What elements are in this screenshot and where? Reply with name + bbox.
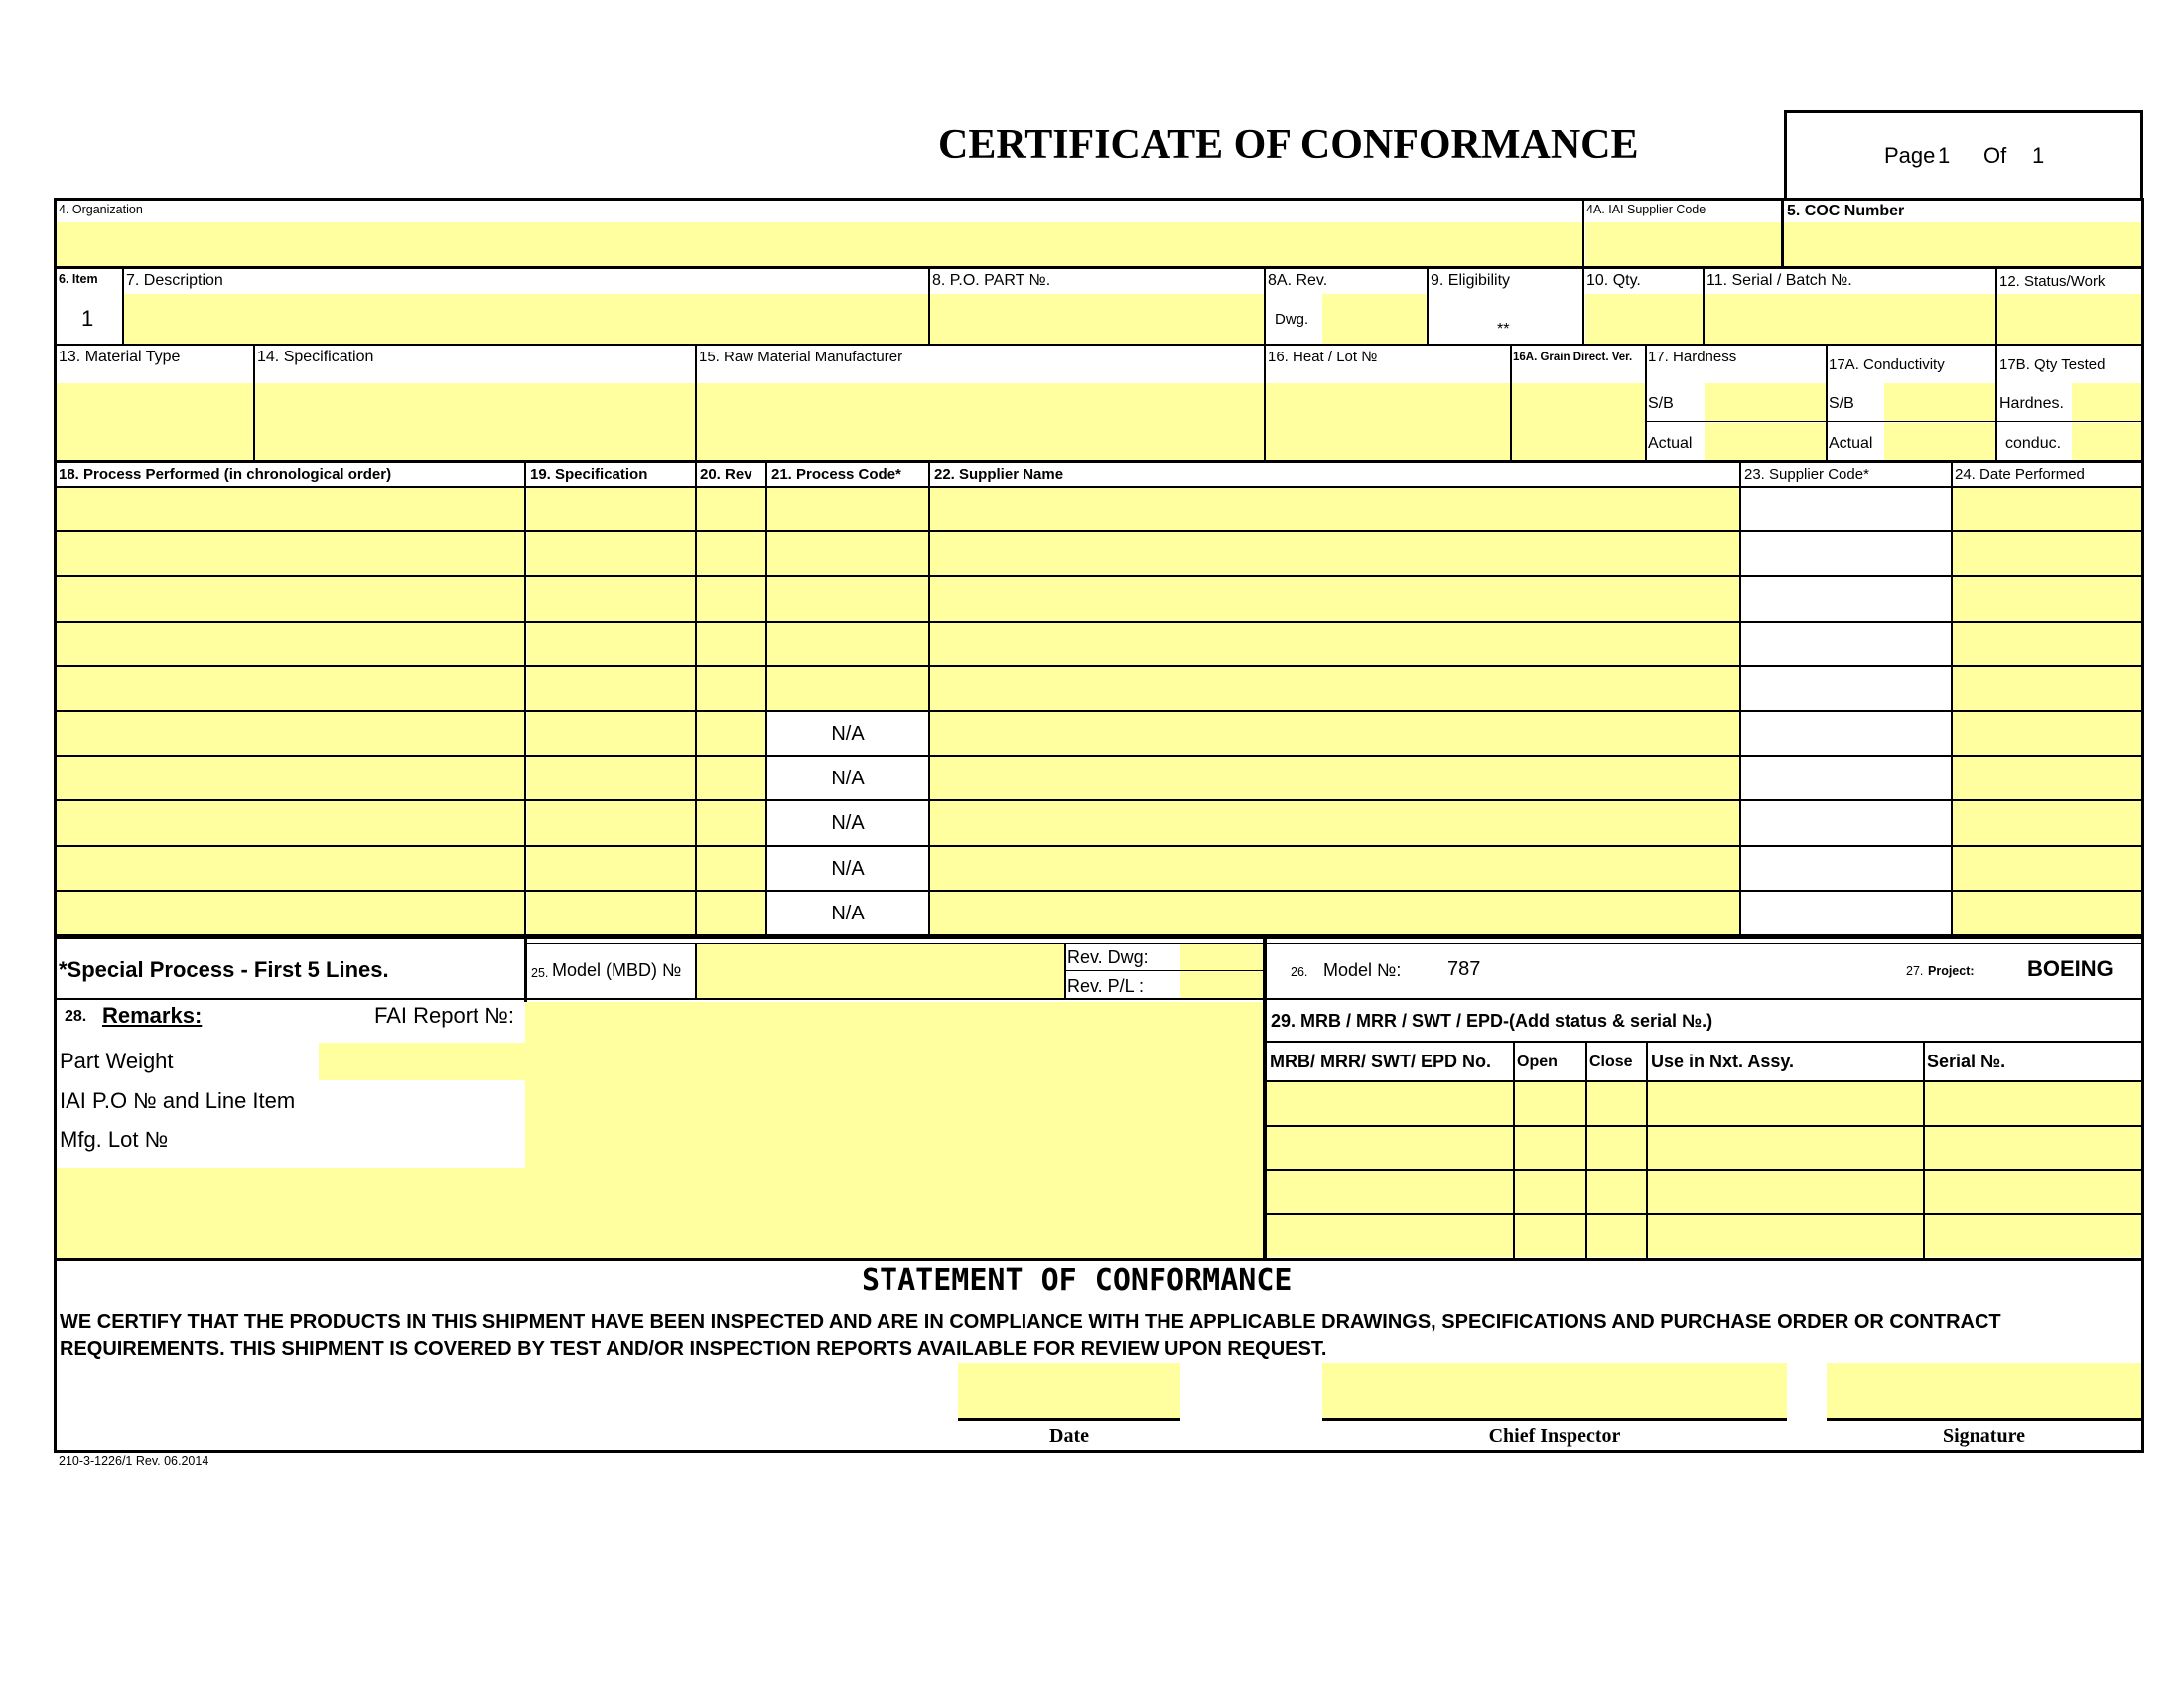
specification-label: 14. Specification	[257, 349, 374, 365]
supplier-name-cell[interactable]	[930, 623, 1739, 665]
process-code-cell[interactable]	[767, 712, 928, 755]
process-rev-header: 20. Rev	[700, 466, 752, 483]
process-cell[interactable]	[57, 712, 524, 755]
supplier-code-cell[interactable]	[1741, 577, 1951, 621]
status-work-field[interactable]	[1997, 294, 2141, 344]
hardness-actual-label: Actual	[1648, 435, 1693, 452]
hardness-sb-field[interactable]	[1705, 383, 1826, 421]
project-label: Project:	[1928, 964, 1975, 978]
date-cell[interactable]	[1953, 488, 2141, 530]
spec-cell[interactable]	[527, 623, 695, 665]
item-label: 6. Item	[59, 272, 98, 286]
supplier-code-cell[interactable]	[1741, 757, 1951, 799]
conductivity-actual-label: Actual	[1829, 435, 1873, 452]
date-cell[interactable]	[1953, 757, 2141, 799]
supplier-code-cell[interactable]	[1741, 623, 1951, 665]
mrb-row[interactable]	[1267, 1082, 2141, 1125]
supplier-name-cell[interactable]	[930, 847, 1739, 890]
rev-cell[interactable]	[697, 847, 765, 890]
specification-field[interactable]	[255, 383, 695, 460]
chief-inspector-label: Chief Inspector	[1488, 1425, 1621, 1447]
status-work-label: 12. Status/Work	[1999, 273, 2106, 290]
page-number: 1	[1938, 143, 1951, 168]
eligibility-label: 9. Eligibility	[1431, 272, 1511, 289]
process-cell[interactable]	[57, 577, 524, 621]
heat-lot-label: 16. Heat / Lot №	[1268, 349, 1378, 365]
mrb-row[interactable]	[1267, 1127, 2141, 1169]
coc-number-label: 5. COC Number	[1787, 203, 1905, 219]
grain-field[interactable]	[1512, 383, 1645, 460]
supplier-name-cell[interactable]	[930, 892, 1739, 934]
conductivity-actual-field[interactable]	[1884, 423, 1995, 460]
serial-batch-label: 11. Serial / Batch №.	[1706, 272, 1852, 289]
chief-inspector-field[interactable]	[1322, 1363, 1787, 1418]
supplier-name-cell[interactable]	[930, 488, 1739, 530]
date-label: Date	[1049, 1425, 1089, 1447]
supplier-name-cell[interactable]	[930, 532, 1739, 575]
eligibility-value: **	[1497, 321, 1510, 338]
spec-cell[interactable]	[527, 847, 695, 890]
process-code-cell[interactable]	[767, 532, 928, 575]
heat-lot-field[interactable]	[1266, 383, 1510, 460]
process-code-cell[interactable]	[767, 667, 928, 710]
remarks-num: 28.	[65, 1008, 87, 1025]
mrb-title: 29. MRB / MRR / SWT / EPD-(Add status & serial №.)	[1271, 1011, 1713, 1031]
serial-batch-field[interactable]	[1705, 294, 1995, 344]
process-cell[interactable]	[57, 801, 524, 845]
supplier-name-cell[interactable]	[930, 801, 1739, 845]
rev-dwg-label: Rev. Dwg:	[1067, 947, 1149, 967]
supplier-code-cell[interactable]	[1741, 712, 1951, 755]
rev-cell[interactable]	[697, 532, 765, 575]
rev-cell[interactable]	[697, 712, 765, 755]
process-spec-header: 19. Specification	[530, 466, 648, 483]
grain-label: 16A. Grain Direct. Ver.	[1513, 352, 1633, 363]
mfg-lot-label: Mfg. Lot №	[60, 1127, 169, 1152]
mrb-col-use: Use in Nxt. Assy.	[1651, 1052, 1795, 1071]
date-cell[interactable]	[1953, 577, 2141, 621]
fai-report-label: FAI Report №:	[374, 1003, 514, 1028]
mrb-col-number: MRB/ MRR/ SWT/ EPD No.	[1270, 1052, 1491, 1071]
item-value: 1	[81, 306, 94, 331]
process-code-value: N/A	[831, 858, 865, 880]
supplier-code-cell[interactable]	[1741, 667, 1951, 710]
material-type-label: 13. Material Type	[59, 349, 181, 365]
process-code-cell[interactable]	[767, 488, 928, 530]
process-cell[interactable]	[57, 532, 524, 575]
spec-cell[interactable]	[527, 532, 695, 575]
date-cell[interactable]	[1953, 623, 2141, 665]
model-mbd-field[interactable]	[697, 943, 1064, 998]
conductivity-sb-label: S/B	[1829, 395, 1854, 412]
supplier-code-field[interactable]	[1585, 222, 1781, 266]
form-title: CERTIFICATE OF CONFORMANCE	[938, 122, 1639, 168]
hardnes-label: Hardnes.	[1999, 395, 2064, 412]
supplier-name-header: 22. Supplier Name	[934, 466, 1064, 483]
process-cell[interactable]	[57, 488, 524, 530]
supplier-code-cell[interactable]	[1741, 801, 1951, 845]
supplier-code-cell[interactable]	[1741, 488, 1951, 530]
spec-cell[interactable]	[527, 488, 695, 530]
page-total: 1	[2032, 143, 2045, 168]
raw-material-field[interactable]	[697, 383, 1264, 460]
model-num: 26.	[1291, 965, 1308, 979]
description-label: 7. Description	[126, 272, 223, 289]
process-code-cell[interactable]	[767, 623, 928, 665]
mrb-col-serial: Serial №.	[1927, 1052, 2006, 1071]
rev-cell[interactable]	[697, 667, 765, 710]
qty-tested-label: 17B. Qty Tested	[1999, 356, 2106, 373]
supplier-code-cell[interactable]	[1741, 892, 1951, 934]
of-label: Of	[1983, 143, 2007, 168]
supplier-name-cell[interactable]	[930, 757, 1739, 799]
statement-title: STATEMENT OF CONFORMANCE	[862, 1263, 1293, 1298]
hardness-sb-label: S/B	[1648, 395, 1674, 412]
part-weight-label: Part Weight	[60, 1049, 174, 1073]
signature-label: Signature	[1943, 1425, 2025, 1447]
conductivity-sb-field[interactable]	[1884, 383, 1995, 421]
page-box	[1784, 110, 2143, 199]
date-cell[interactable]	[1953, 892, 2141, 934]
spec-cell[interactable]	[527, 577, 695, 621]
po-part-label: 8. P.O. PART №.	[932, 272, 1051, 289]
supplier-name-cell[interactable]	[930, 712, 1739, 755]
process-code-cell[interactable]	[767, 801, 928, 845]
mrb-col-open: Open	[1517, 1054, 1558, 1070]
model-value: 787	[1447, 958, 1481, 980]
page-label: Page	[1884, 143, 1936, 168]
process-cell[interactable]	[57, 623, 524, 665]
rev-label: 8A. Rev.	[1268, 272, 1328, 289]
spec-cell[interactable]	[527, 892, 695, 934]
process-code-header: 21. Process Code*	[771, 466, 901, 483]
qty-tested-hardness-field[interactable]	[2072, 383, 2141, 421]
date-cell[interactable]	[1953, 801, 2141, 845]
statement-line2: REQUIREMENTS. THIS SHIPMENT IS COVERED BY TEST AND/OR INSPECTION REPORTS AVAILABLE FOR REVIEW UPON REQUEST.	[60, 1338, 1327, 1360]
rev-cell[interactable]	[697, 623, 765, 665]
spec-cell[interactable]	[527, 667, 695, 710]
process-code-value: N/A	[831, 812, 865, 834]
process-code-cell[interactable]	[767, 757, 928, 799]
signature-field[interactable]	[1827, 1363, 2141, 1418]
rev-pl-label: Rev. P/L :	[1067, 976, 1145, 996]
conduc-label: conduc.	[2005, 435, 2062, 452]
coc-number-field[interactable]	[1784, 222, 2141, 266]
project-value: BOEING	[2027, 956, 2114, 981]
rev-cell[interactable]	[697, 892, 765, 934]
date-performed-header: 24. Date Performed	[1955, 466, 2085, 483]
supplier-name-cell[interactable]	[930, 667, 1739, 710]
process-cell[interactable]	[57, 667, 524, 710]
mrb-row[interactable]	[1267, 1215, 2141, 1257]
rev-cell[interactable]	[697, 757, 765, 799]
material-type-field[interactable]	[57, 383, 253, 460]
date-cell[interactable]	[1953, 667, 2141, 710]
process-cell[interactable]	[57, 892, 524, 934]
process-code-cell[interactable]	[767, 577, 928, 621]
organization-field[interactable]	[57, 222, 1582, 266]
hardness-label: 17. Hardness	[1648, 349, 1737, 365]
qty-label: 10. Qty.	[1586, 272, 1641, 289]
date-cell[interactable]	[1953, 847, 2141, 890]
organization-label: 4. Organization	[59, 203, 143, 216]
process-code-cell[interactable]	[767, 892, 928, 934]
qty-field[interactable]	[1585, 294, 1703, 344]
supplier-name-cell[interactable]	[930, 577, 1739, 621]
hardness-actual-field[interactable]	[1705, 423, 1826, 460]
process-code-cell[interactable]	[767, 847, 928, 890]
date-field[interactable]	[958, 1363, 1180, 1418]
remarks-label: Remarks:	[102, 1003, 203, 1028]
supplier-code-label: 4A. IAI Supplier Code	[1586, 203, 1706, 216]
raw-material-label: 15. Raw Material Manufacturer	[699, 349, 903, 365]
iai-po-label: IAI P.O № and Line Item	[60, 1088, 296, 1113]
spec-cell[interactable]	[527, 801, 695, 845]
spec-cell[interactable]	[527, 757, 695, 799]
rev-cell[interactable]	[697, 801, 765, 845]
project-num: 27.	[1906, 964, 1924, 978]
conductivity-label: 17A. Conductivity	[1829, 356, 1945, 373]
process-cell[interactable]	[57, 757, 524, 799]
process-cell[interactable]	[57, 847, 524, 890]
process-code-value: N/A	[831, 903, 865, 924]
qty-tested-conduc-field[interactable]	[2072, 423, 2141, 460]
rev-dwg-field[interactable]	[1322, 294, 1427, 344]
supplier-code-cell[interactable]	[1741, 532, 1951, 575]
mrb-col-close: Close	[1589, 1054, 1633, 1070]
rev-cell[interactable]	[697, 577, 765, 621]
mrb-row[interactable]	[1267, 1171, 2141, 1213]
date-cell[interactable]	[1953, 712, 2141, 755]
process-code-value: N/A	[831, 768, 865, 789]
supplier-code-header: 23. Supplier Code*	[1744, 466, 1869, 483]
process-header: 18. Process Performed (in chronological order)	[59, 466, 392, 483]
dwg-label: Dwg.	[1275, 311, 1309, 328]
rev-cell[interactable]	[697, 488, 765, 530]
model-label: Model №:	[1323, 960, 1402, 980]
special-process-note: *Special Process - First 5 Lines.	[59, 957, 389, 982]
statement-line1: WE CERTIFY THAT THE PRODUCTS IN THIS SHIPMENT HAVE BEEN INSPECTED AND ARE IN COMPLIANCE WITH THE APPLICABLE DRAWINGS, SPECIFICATIONS AND PURCHASE ORDER OR CONTRACT	[60, 1311, 2001, 1333]
supplier-code-cell[interactable]	[1741, 847, 1951, 890]
model-mbd-num: 25.	[531, 966, 549, 980]
description-field[interactable]	[124, 294, 928, 344]
po-part-field[interactable]	[930, 294, 1264, 344]
form-id: 210-3-1226/1 Rev. 06.2014	[59, 1454, 209, 1468]
date-cell[interactable]	[1953, 532, 2141, 575]
spec-cell[interactable]	[527, 712, 695, 755]
model-mbd-label: Model (MBD) №	[552, 960, 682, 980]
process-code-value: N/A	[831, 723, 865, 745]
